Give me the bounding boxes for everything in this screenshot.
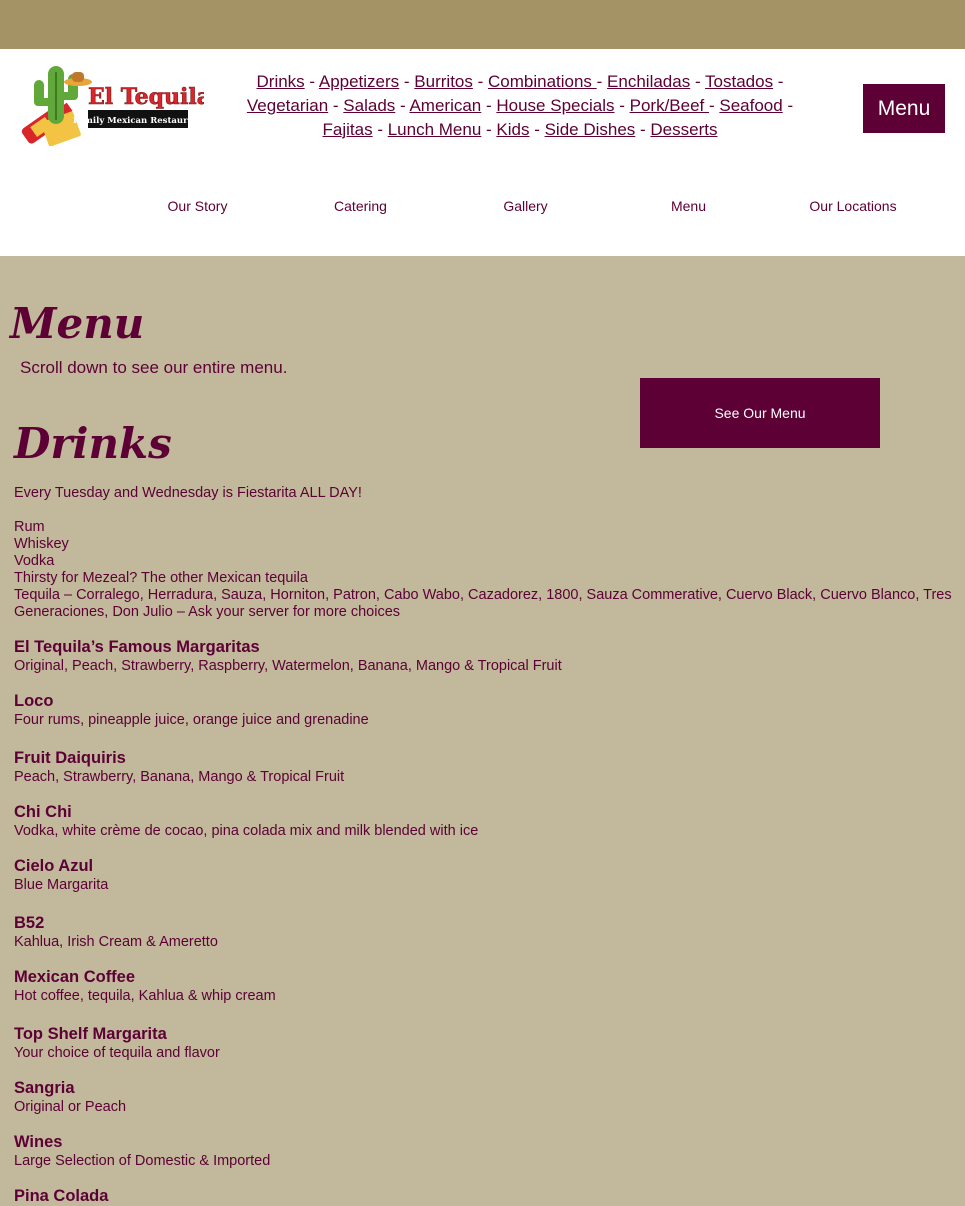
category-link-fajitas[interactable]: Fajitas: [322, 120, 373, 139]
see-our-menu-button[interactable]: See Our Menu: [640, 378, 880, 448]
category-link-vegetarian[interactable]: Vegetarian: [246, 96, 329, 115]
drink-description: Your choice of tequila and flavor: [14, 1045, 220, 1061]
category-link-enchiladas[interactable]: Enchiladas: [607, 72, 691, 91]
category-link-house-specials[interactable]: House Specials: [496, 96, 615, 115]
category-link-appetizers[interactable]: Appetizers: [318, 72, 400, 91]
drink-name: Pina Colada: [14, 1187, 109, 1205]
drink-description: Large Selection of Domestic & Imported: [14, 1153, 271, 1169]
category-separator: -: [395, 96, 410, 115]
category-link-tostados[interactable]: Tostados: [705, 72, 774, 91]
category-separator: -: [372, 120, 388, 139]
drink-name: El Tequila’s Famous Margaritas: [14, 638, 260, 656]
nav-our-locations[interactable]: Our Locations: [809, 198, 897, 214]
category-separator: -: [529, 120, 545, 139]
drink-description: Kahlua, Irish Cream & Ameretto: [14, 934, 218, 950]
category-separator: -: [773, 72, 784, 91]
drink-name: Chi Chi: [14, 803, 72, 821]
drink-name: Mexican Coffee: [14, 968, 136, 986]
spirit-item: Generaciones, Don Julio – Ask your server for more choices: [14, 604, 401, 620]
spirit-item: Vodka: [14, 553, 55, 569]
drink-description: Vodka, white crème de cocao, pina colada mix and milk blended with ice: [14, 823, 479, 839]
page-title: Menu: [10, 299, 145, 348]
category-separator: -: [328, 96, 344, 115]
category-link-salads[interactable]: Salads: [343, 96, 396, 115]
drink-name: Sangria: [14, 1079, 75, 1097]
drink-description: Original, Peach, Strawberry, Raspberry, Watermelon, Banana, Mango & Tropical Fruit: [14, 658, 562, 674]
drink-name: Loco: [14, 692, 54, 710]
category-separator: -: [596, 72, 608, 91]
spirit-item: Rum: [14, 519, 45, 535]
spirit-item: Thirsty for Mezeal? The other Mexican tequila: [14, 570, 308, 586]
category-separator: -: [399, 72, 415, 91]
svg-text:Family Mexican Restaurant: Family Mexican Restaurant: [72, 116, 204, 126]
category-link-desserts[interactable]: Desserts: [650, 120, 718, 139]
nav-catering[interactable]: Catering: [334, 198, 387, 214]
category-separator: -: [481, 120, 497, 139]
category-separator: -: [472, 72, 488, 91]
site-logo[interactable]: [14, 58, 204, 146]
nav-gallery[interactable]: Gallery: [503, 198, 548, 214]
category-separator: -: [481, 96, 497, 115]
category-separator: -: [614, 96, 630, 115]
category-link-side-dishes[interactable]: Side Dishes: [544, 120, 636, 139]
drink-description: Four rums, pineapple juice, orange juice and grenadine: [14, 712, 369, 728]
drink-description: Hot coffee, tequila, Kahlua & whip cream: [14, 988, 276, 1004]
drink-name: Wines: [14, 1133, 63, 1151]
drink-name: B52: [14, 914, 45, 932]
menu-button[interactable]: Menu: [863, 84, 945, 133]
top-bar: [0, 0, 965, 49]
category-separator: -: [690, 72, 706, 91]
drink-description: Original or Peach: [14, 1099, 127, 1115]
category-separator: -: [635, 120, 651, 139]
category-nav: [225, 70, 815, 142]
drink-description: Blue Margarita: [14, 877, 109, 893]
section-title-drinks: Drinks: [14, 419, 172, 468]
spirit-item: Whiskey: [14, 536, 69, 552]
category-link-lunch-menu[interactable]: Lunch Menu: [387, 120, 482, 139]
promo-text: Every Tuesday and Wednesday is Fiestarita ALL DAY!: [14, 485, 362, 501]
drink-name: Top Shelf Margarita: [14, 1025, 167, 1043]
category-link-american[interactable]: American: [409, 96, 482, 115]
category-link-burritos[interactable]: Burritos: [414, 72, 473, 91]
spirit-item: Tequila – Corralego, Herradura, Sauza, Horniton, Patron, Cabo Wabo, Cazadorez, 1800, Sauza Commerative, Cuervo Black, Cuervo Blanco, Tres: [14, 587, 952, 603]
nav-menu[interactable]: Menu: [670, 198, 707, 214]
category-link-kids[interactable]: Kids: [496, 120, 530, 139]
category-link-combinations[interactable]: Combinations: [487, 72, 597, 91]
drink-name: Fruit Daiquiris: [14, 749, 126, 767]
category-separator: -: [708, 96, 720, 115]
category-link-pork-beef[interactable]: Pork/Beef: [629, 96, 709, 115]
category-link-drinks[interactable]: Drinks: [256, 72, 305, 91]
drink-name: Cielo Azul: [14, 857, 94, 875]
svg-text:El Tequila: El Tequila: [88, 84, 204, 110]
scroll-note: Scroll down to see our entire menu.: [20, 358, 288, 377]
drink-description: Peach, Strawberry, Banana, Mango & Tropical Fruit: [14, 769, 345, 785]
category-separator: -: [304, 72, 319, 91]
category-separator: -: [782, 96, 794, 115]
category-link-seafood[interactable]: Seafood: [719, 96, 783, 115]
nav-our-story[interactable]: Our Story: [167, 198, 228, 214]
